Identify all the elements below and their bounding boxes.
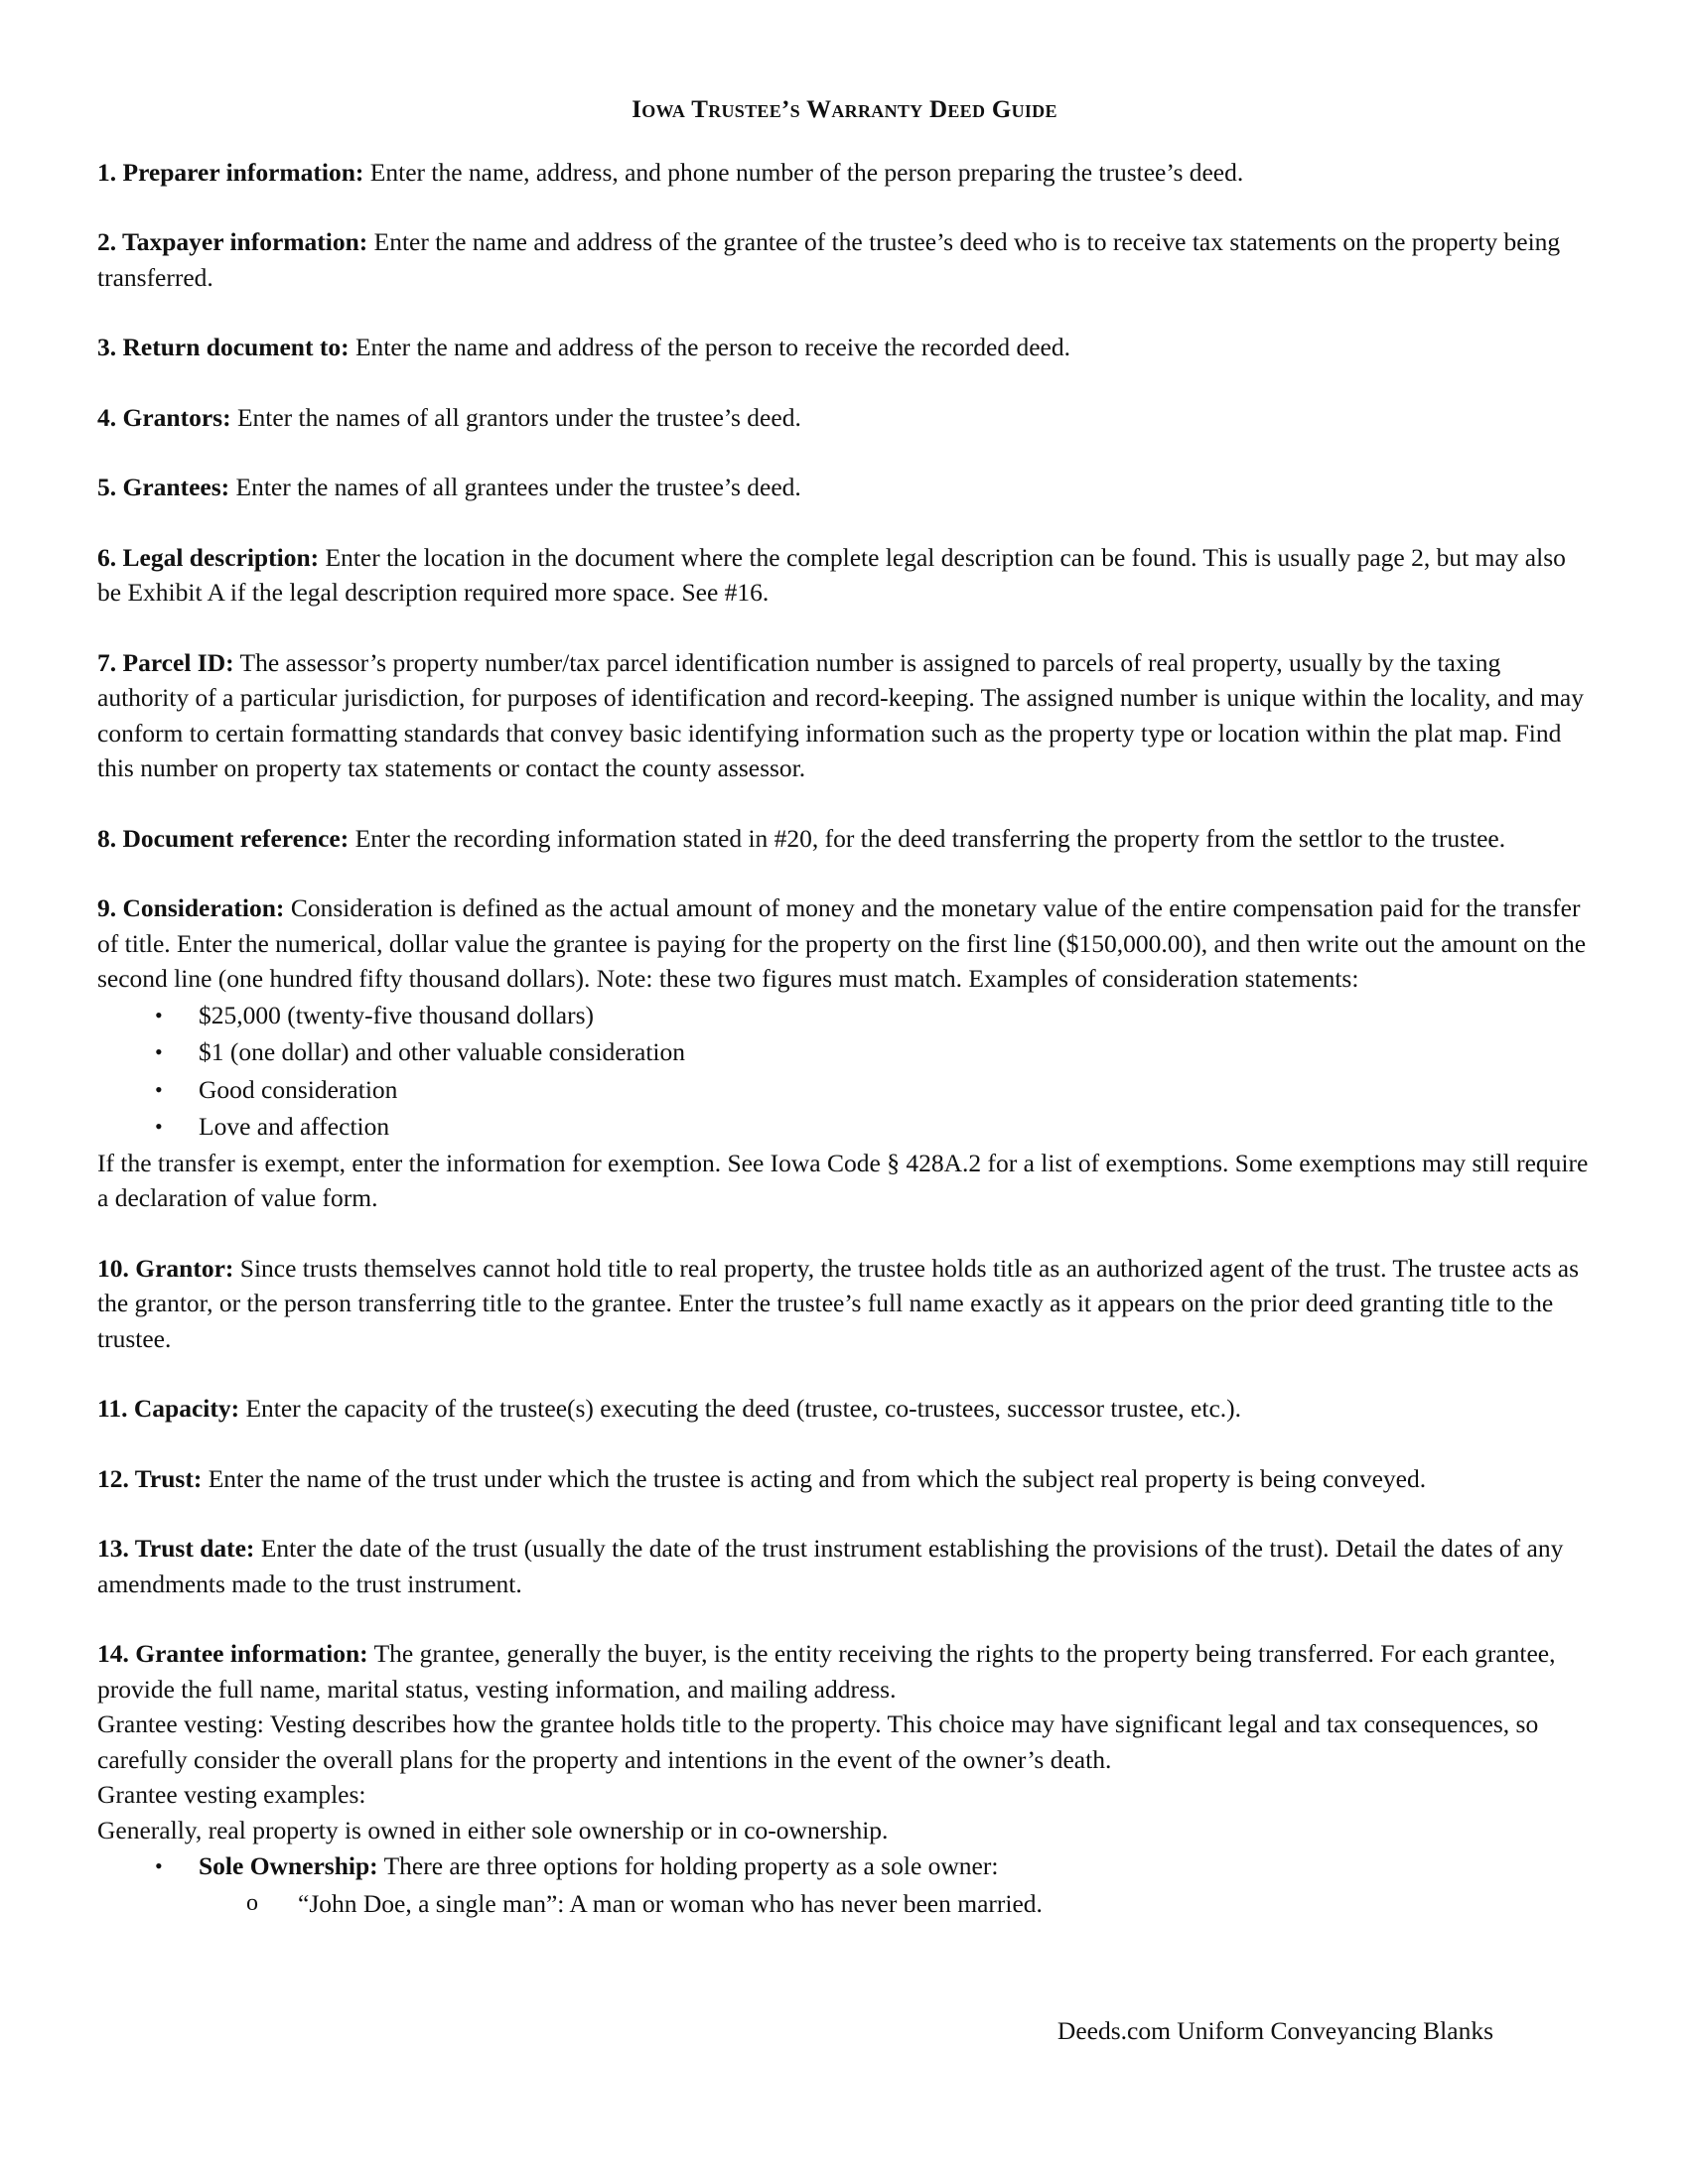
section-capacity bbox=[97, 1391, 1592, 1427]
section-text: Enter the names of all grantors under the trustee’s deed. bbox=[230, 402, 801, 432]
list-item-text: “John Doe, a single man”: A man or woman who has never been married. bbox=[298, 1888, 1043, 1918]
list-item bbox=[97, 1033, 1592, 1071]
section-grantee-information bbox=[97, 1636, 1592, 1922]
grantee-vesting-examples-heading: Grantee vesting examples: bbox=[97, 1780, 366, 1809]
section-grantors bbox=[97, 400, 1592, 436]
exemption-note: If the transfer is exempt, enter the information for exemption. See Iowa Code § 428A.2 for a list of exemptions. Some exemptions may still require a declaration of value form. bbox=[97, 1148, 1589, 1212]
section-text: Consideration is defined as the actual amount of money and the monetary value of the entire compensation paid for the transfer of title. Enter the numerical, dollar value the grantee is paying for the property on the first line ($150,000.00), and then write out the amount on the second line (one hundred fifty thousand dollars). Note: these two figures must match. Examples of consideration statements: bbox=[97, 893, 1587, 993]
section-parcel-id bbox=[97, 645, 1592, 786]
section-legal-description bbox=[97, 540, 1592, 611]
section-text: The assessor’s property number/tax parcel identification number is assigned to parcels of real property, usually by the taxing authority of a particular jurisdiction, for purposes of identification and record-keeping. The assigned number is unique within the locality, and may conform to certain formatting standards that convey basic identifying information such as the property type or location within the plat map. Find this number on property tax statements or contact the county assessor. bbox=[97, 647, 1585, 782]
section-text: Enter the location in the document where the complete legal description can be found. This is usually page 2, but may also be Exhibit A if the legal description required more space. See #16. bbox=[97, 542, 1566, 607]
page-footer: Deeds.com Uniform Conveyancing Blanks bbox=[1056, 2016, 1493, 2045]
section-text: Enter the name and address of the person to receive the recorded deed. bbox=[349, 333, 1070, 361]
section-label: 12. Trust: bbox=[97, 1463, 203, 1493]
section-label: 10. Grantor: bbox=[97, 1253, 234, 1283]
section-grantees bbox=[97, 470, 1592, 505]
section-label: 4. Grantors: bbox=[97, 402, 231, 432]
list-item-text: There are three options for holding property as a sole owner: bbox=[377, 1851, 999, 1880]
sole-ownership-options-list bbox=[97, 1885, 1592, 1922]
section-text: Enter the name and address of the grantee of the trustee’s deed who is to receive tax statements on the property being transferred. bbox=[97, 227, 1561, 292]
list-item-text: Good consideration bbox=[199, 1074, 398, 1104]
circle-bullet-icon: o bbox=[246, 1889, 258, 1916]
section-label: 11. Capacity: bbox=[97, 1394, 240, 1423]
section-document-reference bbox=[97, 821, 1592, 857]
bullet-icon: • bbox=[155, 1114, 163, 1139]
section-grantor bbox=[97, 1251, 1592, 1357]
list-item bbox=[97, 997, 1592, 1034]
section-text: Enter the names of all grantees under the trustee’s deed. bbox=[229, 473, 801, 501]
section-text: Since trusts themselves cannot hold title to real property, the trustee holds title as an authorized agent of the trust. The trustee acts as the grantor, or the person transferring title to the grantee. Enter the trustee’s full name exactly as it appears on the prior deed granting title to the trustee. bbox=[97, 1253, 1580, 1353]
section-trust bbox=[97, 1461, 1592, 1497]
document-title: Iowa Trustee’s Warranty Deed Guide bbox=[632, 96, 1057, 123]
section-taxpayer-information bbox=[97, 224, 1592, 295]
list-item-text: $25,000 (twenty-five thousand dollars) bbox=[199, 1000, 595, 1029]
bullet-icon: • bbox=[155, 1039, 163, 1064]
list-item bbox=[97, 1071, 1592, 1109]
section-text: Enter the date of the trust (usually the date of the trust instrument establishing the provisions of the trust). Detail the dates of any amendments made to the trust instrument. bbox=[97, 1534, 1564, 1598]
section-return-document-to bbox=[97, 330, 1592, 365]
section-text: The grantee, generally the buyer, is the entity receiving the rights to the property being transferred. For each grantee, provide the full name, marital status, vesting information, and mailing address. bbox=[97, 1639, 1556, 1704]
list-item bbox=[97, 1847, 1592, 1885]
section-preparer-information bbox=[97, 155, 1592, 191]
section-consideration bbox=[97, 890, 1592, 1216]
grantee-vesting-paragraph: Grantee vesting: Vesting describes how the grantee holds title to the property. This choice may have significant legal and tax consequences, so carefully consider the overall plans for the property and intentions in the event of the owner’s death. bbox=[97, 1709, 1539, 1774]
section-label: 5. Grantees: bbox=[97, 473, 230, 501]
section-label: 6. Legal description: bbox=[97, 542, 320, 572]
section-text: Enter the name of the trust under which the trustee is acting and from which the subject real property is being conveyed. bbox=[202, 1463, 1427, 1493]
section-label: 9. Consideration: bbox=[97, 893, 285, 922]
section-label: 1. Preparer information: bbox=[97, 157, 364, 187]
ownership-list bbox=[97, 1847, 1592, 1885]
section-text: Enter the recording information stated in #20, for the deed transferring the property from the settlor to the trustee. bbox=[349, 823, 1506, 853]
bullet-icon: • bbox=[155, 1076, 163, 1102]
section-label: 7. Parcel ID: bbox=[97, 647, 234, 677]
list-item-text: Love and affection bbox=[199, 1112, 390, 1141]
bullet-icon: • bbox=[155, 1002, 163, 1027]
consideration-examples-list bbox=[97, 997, 1592, 1146]
list-item-label: Sole Ownership: bbox=[199, 1851, 378, 1880]
section-label: 3. Return document to: bbox=[97, 333, 350, 361]
section-label: 2. Taxpayer information: bbox=[97, 227, 368, 256]
list-item-text: $1 (one dollar) and other valuable consideration bbox=[199, 1037, 685, 1066]
ownership-intro: Generally, real property is owned in either sole ownership or in co-ownership. bbox=[97, 1815, 889, 1844]
section-text: Enter the name, address, and phone number of the person preparing the trustee’s deed. bbox=[363, 157, 1244, 187]
list-item bbox=[97, 1108, 1592, 1146]
list-item bbox=[97, 1885, 1592, 1922]
section-text: Enter the capacity of the trustee(s) executing the deed (trustee, co-trustees, successor trustee, etc.). bbox=[239, 1394, 1242, 1423]
section-trust-date bbox=[97, 1531, 1592, 1601]
section-label: 14. Grantee information: bbox=[97, 1639, 368, 1668]
bullet-icon: • bbox=[155, 1853, 163, 1878]
section-label: 8. Document reference: bbox=[97, 823, 350, 853]
section-label: 13. Trust date: bbox=[97, 1534, 255, 1563]
document-page bbox=[97, 94, 1592, 1957]
